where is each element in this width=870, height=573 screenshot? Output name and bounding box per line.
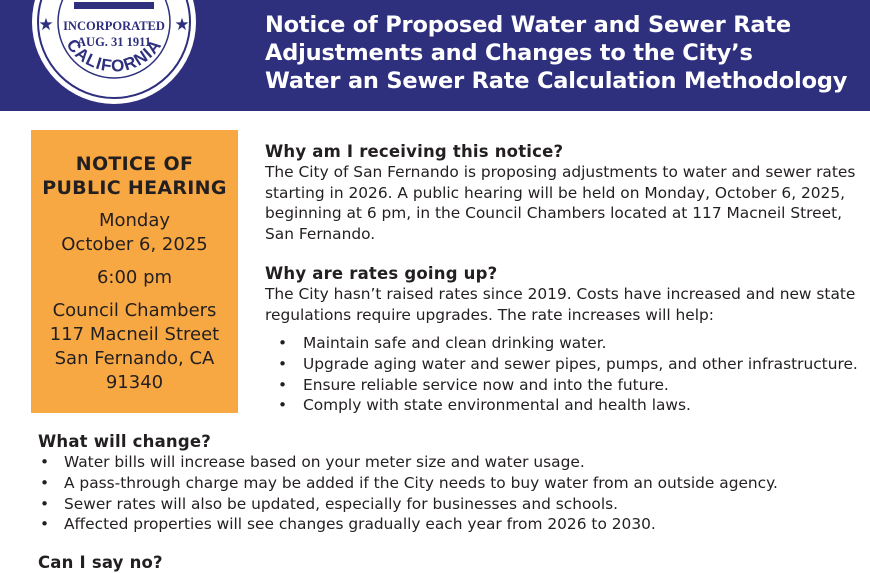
hearing-location-line: Council Chambers xyxy=(52,300,217,321)
city-seal xyxy=(26,0,202,104)
title-line: Notice of Proposed Water and Sewer Rate xyxy=(265,12,791,38)
list-item: • A pass-through charge may be added if the City needs to buy water from an outside agency. xyxy=(38,473,868,494)
hearing-location-line: 91340 xyxy=(105,372,164,393)
seal-star-left-icon: ★ xyxy=(38,15,54,35)
title-line: Adjustments and Changes to the City’s xyxy=(265,40,753,66)
page-title xyxy=(265,11,865,95)
body-line: The City of San Fernando is proposing adjustments to water and sewer rates xyxy=(265,163,856,181)
seal-incorporated: INCORPORATED xyxy=(63,19,165,33)
hearing-location-line: 117 Macneil Street xyxy=(49,324,220,345)
seal-state-text: CALIFORNIA xyxy=(62,35,166,76)
notice-heading-line: PUBLIC HEARING xyxy=(42,177,227,199)
body-line: San Fernando. xyxy=(265,224,376,243)
benefit-list xyxy=(265,333,865,416)
hearing-day: Monday xyxy=(98,210,171,231)
list-item: • Comply with state environmental and health laws. xyxy=(265,395,865,416)
seal-star-right-icon: ★ xyxy=(174,15,190,35)
section-heading: Why am I receiving this notice? xyxy=(265,142,564,161)
list-item: • Sewer rates will also be updated, especially for businesses and schools. xyxy=(38,494,868,515)
list-item: • Affected properties will see changes gradually each year from 2026 to 2030. xyxy=(38,514,868,535)
body-line: The City hasn’t raised rates since 2019. Costs have increased and new state xyxy=(265,285,856,303)
header-banner xyxy=(0,0,870,111)
body-line: starting in 2026. A public hearing will be held on Monday, October 6, 2025, xyxy=(265,183,846,202)
list-item: • Ensure reliable service now and into the future. xyxy=(265,375,865,396)
section-heading: What will change? xyxy=(38,432,212,451)
section-heading: Why are rates going up? xyxy=(265,264,498,283)
section-heading: Can I say no? xyxy=(38,553,163,572)
section-why-rates xyxy=(265,263,865,416)
list-item: • Water bills will increase based on your meter size and water usage. xyxy=(38,452,868,473)
section-why-notice xyxy=(265,141,865,244)
body-line: regulations require upgrades. The rate increases will help: xyxy=(265,305,714,324)
hearing-time: 6:00 pm xyxy=(96,267,173,288)
change-list xyxy=(38,452,868,535)
notice-heading xyxy=(31,152,238,200)
list-item: • Maintain safe and clean drinking water. xyxy=(265,333,865,354)
hearing-location-line: San Fernando, CA xyxy=(54,348,215,369)
hearing-date: October 6, 2025 xyxy=(61,234,208,255)
title-line: Water an Sewer Rate Calculation Methodology xyxy=(265,68,848,94)
seal-date: AUG. 31 1911 xyxy=(77,35,151,49)
section-what-change xyxy=(38,431,868,535)
list-item: • Upgrade aging water and sewer pipes, pumps, and other infrastructure. xyxy=(265,354,865,375)
public-hearing-box xyxy=(31,130,238,413)
body-line: beginning at 6 pm, in the Council Chambers located at 117 Macneil Street, xyxy=(265,204,842,222)
notice-heading-line: NOTICE OF xyxy=(75,153,194,175)
